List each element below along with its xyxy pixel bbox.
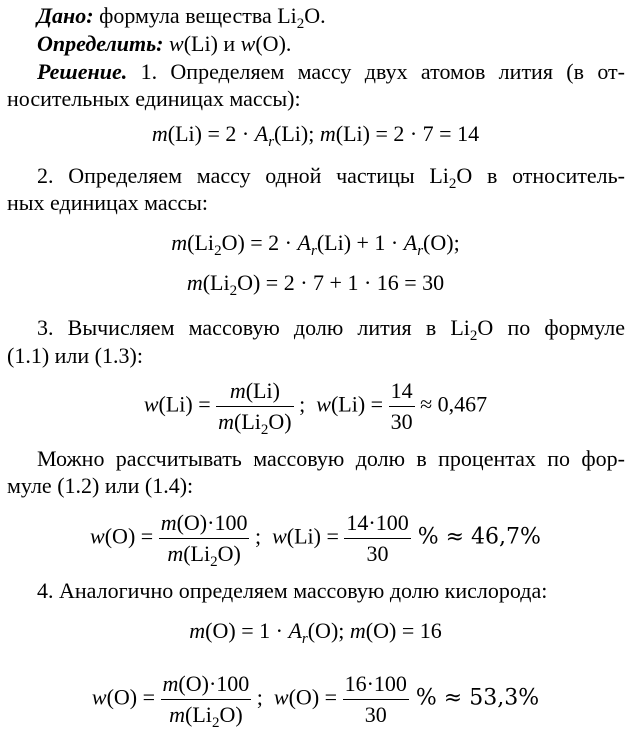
given-label: Дано: <box>37 3 94 28</box>
eq2-part-d: (O); <box>423 230 460 255</box>
eq4-lhs1: (Li) = <box>158 391 211 417</box>
eq2-r2: r <box>417 243 424 259</box>
eq5-w1: w <box>90 523 105 549</box>
eq7-lhs1: (O) = <box>106 684 156 710</box>
eq7-fraction-bar-2 <box>343 699 409 700</box>
eq2-m: m <box>171 230 188 255</box>
eq6-part-c: (O) = 16 <box>365 618 442 643</box>
eq4-fraction-bar-2 <box>389 406 415 407</box>
eq4-denominator-2: 30 <box>390 409 413 434</box>
step3-line2: (1.1) или (1.3): <box>7 343 143 368</box>
eq4-num1-m: m <box>229 378 246 403</box>
step3-text-b: O по формуле <box>477 315 626 340</box>
eq4-lhs2: (Li) = <box>330 391 384 417</box>
eq5-lhs2: (Li) = <box>286 523 339 549</box>
step2-text-a: 2. Определяем массу одной частицы Li <box>37 163 449 188</box>
step2-line1 <box>37 163 625 192</box>
eq4-fraction-2 <box>389 377 415 436</box>
eq5-numerator-1 <box>159 509 250 537</box>
eq5-numerator-2: 14·100 <box>346 510 409 535</box>
percent-line2: муле (1.2) или (1.4): <box>7 473 194 498</box>
eq2-part-a: (Li <box>187 230 215 255</box>
eq2-sub: 2 <box>214 243 222 259</box>
find-label: Определить: <box>37 31 164 56</box>
eq4-separator: ; <box>293 391 317 417</box>
eq4-num1-text: (Li) <box>245 378 280 403</box>
eq3-part-a: (Li <box>202 270 230 295</box>
eq7-w2: w <box>273 684 289 710</box>
eq1-part-c: (Li) = 2 · 7 = 14 <box>335 121 480 146</box>
equation-7 <box>0 670 631 729</box>
eq4-w1: w <box>143 391 159 417</box>
eq2-part-b: O) = 2 · <box>221 230 298 255</box>
step2-line2: ных единицах массы: <box>7 190 209 215</box>
eq5-den1-b: O) <box>217 541 241 566</box>
eq2-part-c: (Li) + 1 · <box>316 230 404 255</box>
eq5-fraction-1 <box>159 509 250 568</box>
eq1-part-b: (Li); <box>274 121 320 146</box>
eq4-fraction-bar-1 <box>216 406 294 407</box>
eq2-A1: A <box>297 230 311 255</box>
step1-line1 <box>37 59 625 85</box>
eq1-r: r <box>268 134 275 150</box>
given-line <box>37 3 326 32</box>
eq3-sub: 2 <box>229 283 238 299</box>
eq7-fraction-2 <box>343 670 409 729</box>
eq5-fraction-2 <box>344 509 410 568</box>
eq7-den1-m: m <box>169 702 186 727</box>
eq7-den1-a: (Li <box>185 702 212 727</box>
eq1-m1: m <box>151 121 168 146</box>
find-w1: w <box>169 31 184 56</box>
eq6-part-a: (O) = 1 · <box>205 618 289 643</box>
eq6-A: A <box>288 618 302 643</box>
solution-label: Решение. <box>37 59 128 84</box>
eq5-fraction-bar-1 <box>159 538 250 539</box>
eq3-m: m <box>186 270 203 295</box>
eq1-part-a: (Li) = 2 · <box>167 121 255 146</box>
eq5-num1-m: m <box>160 510 177 535</box>
eq7-den1-sub: 2 <box>211 715 220 731</box>
eq7-denominator-1 <box>161 701 252 729</box>
eq4-den1-a: (Li <box>234 409 261 434</box>
eq5-denominator-1 <box>159 540 250 568</box>
given-text: формула вещества Li <box>93 3 297 28</box>
eq7-w1: w <box>91 684 107 710</box>
given-tail: O. <box>304 3 326 28</box>
find-text2: (O). <box>255 31 292 56</box>
eq4-result: ≈ 0,467 <box>414 391 488 417</box>
eq4-den1-m: m <box>218 409 235 434</box>
eq4-den1-sub: 2 <box>260 422 269 438</box>
eq7-numerator-2: 16·100 <box>344 671 407 696</box>
eq4-numerator-1 <box>216 377 294 405</box>
eq5-denominator-2: 30 <box>366 541 389 566</box>
eq5-den1-m: m <box>167 541 184 566</box>
eq3-part-b: O) = 2 · 7 + 1 · 16 = 30 <box>237 270 445 295</box>
eq6-part-b: (O); <box>307 618 350 643</box>
eq7-numerator-1 <box>161 670 252 698</box>
eq7-separator: ; <box>251 684 274 710</box>
eq5-den1-sub: 2 <box>210 554 218 570</box>
eq7-result: % ≈ 53,3% <box>408 685 540 711</box>
eq5-den1-a: (Li <box>183 541 211 566</box>
eq7-num1-text: (O)·100 <box>178 671 250 696</box>
step3-sub: 2 <box>469 328 478 344</box>
find-text1: (Li) и <box>183 31 241 56</box>
eq5-w2: w <box>272 523 287 549</box>
find-w2: w <box>240 31 256 56</box>
step1-line2: носительных единицах массы): <box>7 86 301 111</box>
eq4-denominator-1 <box>216 408 294 436</box>
eq1-m2: m <box>319 121 336 146</box>
given-subscript: 2 <box>296 16 305 32</box>
eq6-m1: m <box>189 618 206 643</box>
eq7-fraction-1 <box>161 670 252 729</box>
step2-text-b: O в относитель- <box>456 163 625 188</box>
eq4-w2: w <box>316 391 331 417</box>
equation-2 <box>0 230 631 259</box>
equation-4 <box>0 377 631 436</box>
step3-line1 <box>37 315 626 344</box>
eq6-r: r <box>301 631 308 647</box>
equation-5 <box>0 509 631 568</box>
equation-3 <box>0 270 631 299</box>
eq2-r1: r <box>310 243 317 259</box>
eq7-den1-b: O) <box>219 702 243 727</box>
eq5-num1-text: (O)·100 <box>176 510 248 535</box>
equation-1 <box>0 121 631 150</box>
eq4-numerator-2: 14 <box>390 378 413 403</box>
percent-line1: Можно рассчитывать массовую долю в процентах по фор- <box>37 446 625 471</box>
eq5-lhs1: (O) = <box>104 523 154 549</box>
eq2-A2: A <box>403 230 418 255</box>
step4-line: 4. Аналогично определяем массовую долю кислорода: <box>37 578 548 603</box>
eq1-A: A <box>254 121 269 146</box>
eq7-fraction-bar-1 <box>161 699 252 700</box>
eq7-num1-m: m <box>162 671 179 696</box>
eq4-den1-b: O) <box>268 409 292 434</box>
eq6-m2: m <box>349 618 366 643</box>
eq5-result: % ≈ 46,7% <box>410 524 541 550</box>
eq5-separator: ; <box>249 523 273 549</box>
eq4-fraction-1 <box>216 377 294 436</box>
equation-6 <box>0 618 631 647</box>
step1-text1: 1. Определяем массу двух атомов лития (в от- <box>127 59 625 84</box>
eq7-lhs2: (O) = <box>288 684 338 710</box>
step3-text-a: 3. Вычисляем массовую долю лития в Li <box>37 315 470 340</box>
eq5-fraction-bar-2 <box>344 538 410 539</box>
find-line <box>37 31 291 57</box>
eq7-denominator-2: 30 <box>364 702 387 727</box>
step2-sub: 2 <box>448 176 457 192</box>
